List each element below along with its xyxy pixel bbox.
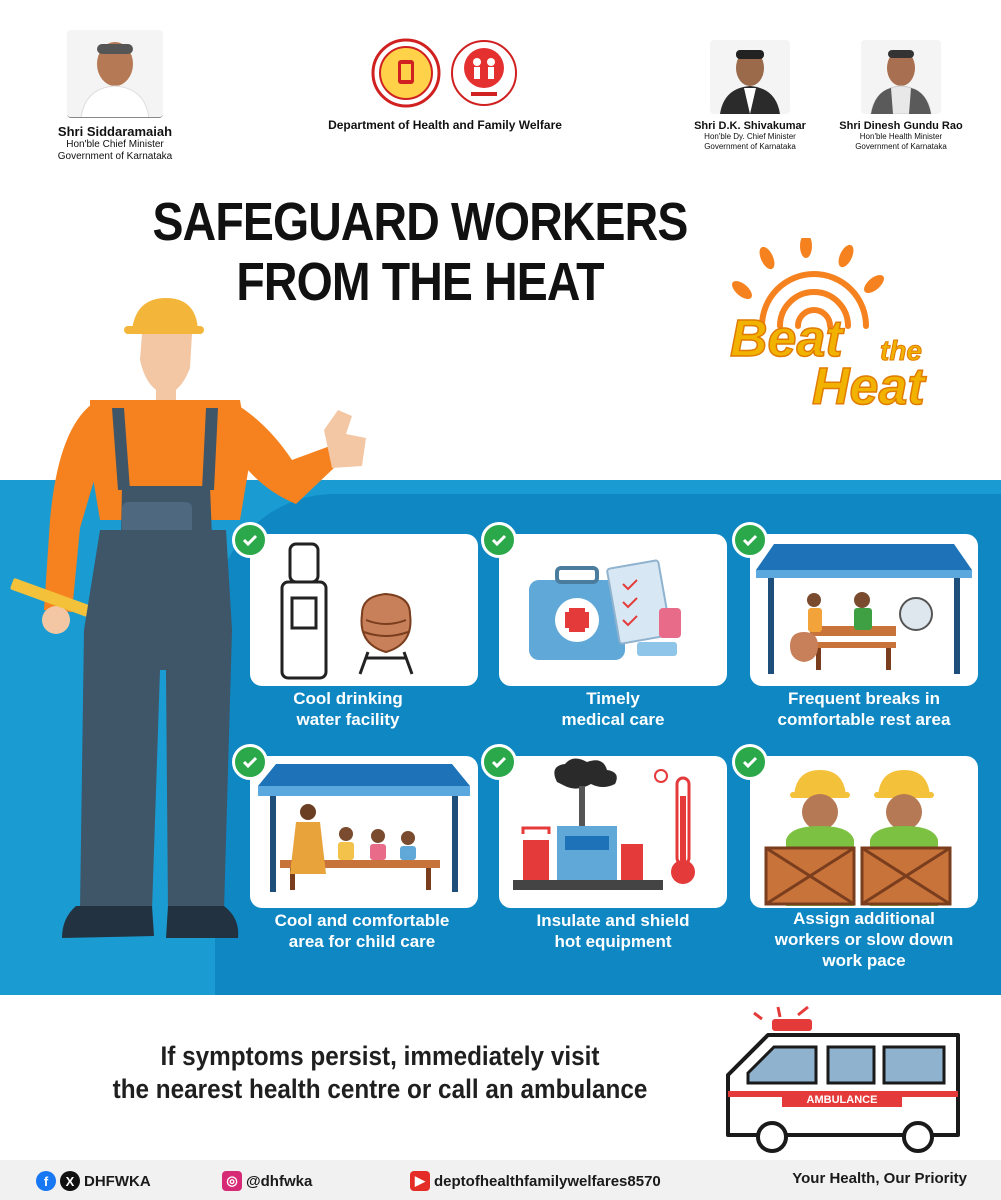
deputy-cm-photo	[710, 40, 790, 114]
deputy-cm-block	[680, 40, 820, 151]
tip-card-hot-equipment	[499, 756, 727, 908]
twitter-handle-link[interactable]	[36, 1170, 151, 1192]
youtube-icon: ▶	[410, 1171, 430, 1191]
check-icon	[732, 744, 768, 780]
symptoms-message	[110, 1040, 650, 1106]
tip-caption-child-care: Cool and comfortable area for child care	[274, 911, 450, 951]
tip-card-additional-workers	[750, 756, 978, 908]
chief-minister-block	[40, 30, 190, 163]
instagram-handle: @dhfwka	[246, 1172, 313, 1190]
instagram-icon: ◎	[222, 1171, 242, 1191]
tip-caption-water: Cool drinking water facility	[293, 689, 403, 729]
badge-word-beat: Beat	[730, 310, 843, 368]
youtube-link[interactable]	[410, 1170, 661, 1192]
chief-minister-name: Shri Siddaramaiah	[57, 124, 173, 139]
deputy-cm-role: Hon'ble Dy. Chief Minister	[704, 132, 796, 141]
check-icon	[732, 522, 768, 558]
message-line-2: the nearest health centre or call an ambulance	[112, 1074, 648, 1104]
department-title: Department of Health and Family Welfare	[328, 118, 562, 132]
tip-card-child-care	[250, 756, 478, 908]
tip-card-rest-area	[750, 534, 978, 686]
tip-card-medical	[499, 534, 727, 686]
deputy-cm-name: Shri D.K. Shivakumar	[694, 120, 806, 132]
karnataka-emblem-logo	[371, 38, 441, 108]
chief-minister-org: Government of Karnataka	[57, 151, 173, 162]
badge-word-heat: Heat	[812, 358, 925, 416]
health-minister-block	[836, 40, 966, 151]
department-block	[300, 38, 590, 132]
badge-word-the: the	[880, 335, 922, 366]
tip-caption-rest-area: Frequent breaks in comfortable rest area	[777, 689, 951, 729]
youtube-channel: deptofhealthfamilywelfares8570	[434, 1172, 661, 1190]
health-minister-org: Government of Karnataka	[855, 141, 947, 151]
x-twitter-icon: X	[60, 1171, 80, 1191]
tip-caption-hot-equipment: Insulate and shield hot equipment	[536, 911, 690, 951]
check-icon	[232, 522, 268, 558]
tip-card-water	[250, 534, 478, 686]
title-line-2: FROM THE HEAT	[236, 252, 604, 312]
health-minister-role: Hon'ble Health Minister	[859, 132, 943, 141]
beat-the-heat-badge	[722, 238, 972, 418]
footer	[0, 1160, 1001, 1200]
health-minister-name: Shri Dinesh Gundu Rao	[839, 120, 963, 132]
check-icon	[481, 744, 517, 780]
ambulance-label: AMBULANCE	[806, 1094, 878, 1106]
title-line-1: SAFEGUARD WORKERS	[152, 192, 688, 252]
tagline: Your Health, Our Priority	[792, 1170, 967, 1187]
chief-minister-role: Hon'ble Chief Minister	[66, 139, 164, 150]
twitter-handle: DHFWKA	[84, 1172, 151, 1190]
national-health-mission-logo	[449, 38, 519, 108]
facebook-icon: f	[36, 1171, 56, 1191]
instagram-link[interactable]	[222, 1170, 312, 1192]
message-line-1: If symptoms persist, immediately visit	[160, 1041, 600, 1071]
check-icon	[232, 744, 268, 780]
check-icon	[481, 522, 517, 558]
tip-caption-additional-workers: Assign additional workers or slow down work pace	[774, 909, 954, 970]
header	[0, 0, 1001, 170]
health-minister-photo	[861, 40, 941, 114]
chief-minister-photo	[67, 30, 163, 118]
ambulance-icon	[718, 1005, 978, 1155]
tip-caption-medical: Timely medical care	[561, 689, 665, 729]
deputy-cm-org: Government of Karnataka	[704, 141, 796, 151]
